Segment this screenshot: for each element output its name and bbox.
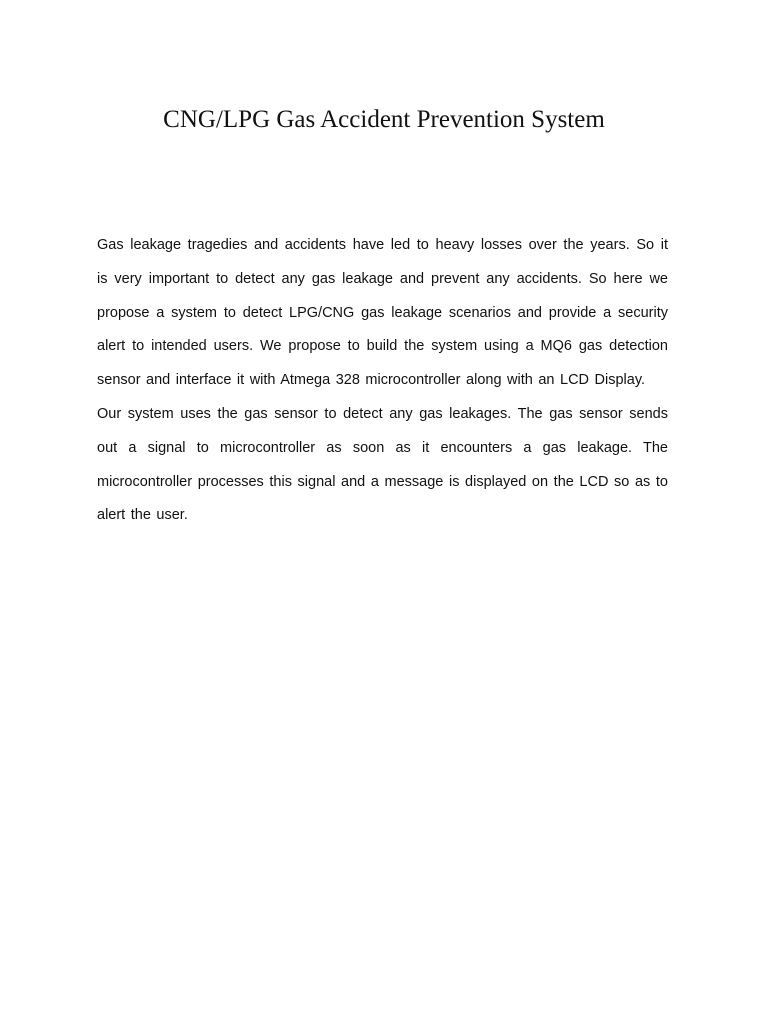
document-body (97, 229, 668, 533)
paragraph-system-description: Our system uses the gas sensor to detect any gas leakages. The gas sensor sends out a signal to microcontroller as soon as it encounters a gas leakage. The microcontroller processes this signal and a message is displayed on the LCD so as to alert the user. (97, 405, 668, 524)
paragraph-introduction: Gas leakage tragedies and accidents have led to heavy losses over the years. So it is very important to detect any gas leakage and prevent any accidents. So here we propose a system to detect LPG/CNG gas leakage scenarios and provide a security alert to intended users. We propose to build the system using a MQ6 gas detection sensor and interface it with Atmega 328 microcontroller along with an LCD Display. (97, 237, 668, 389)
document-title: CNG/LPG Gas Accident Prevention System (163, 106, 605, 133)
